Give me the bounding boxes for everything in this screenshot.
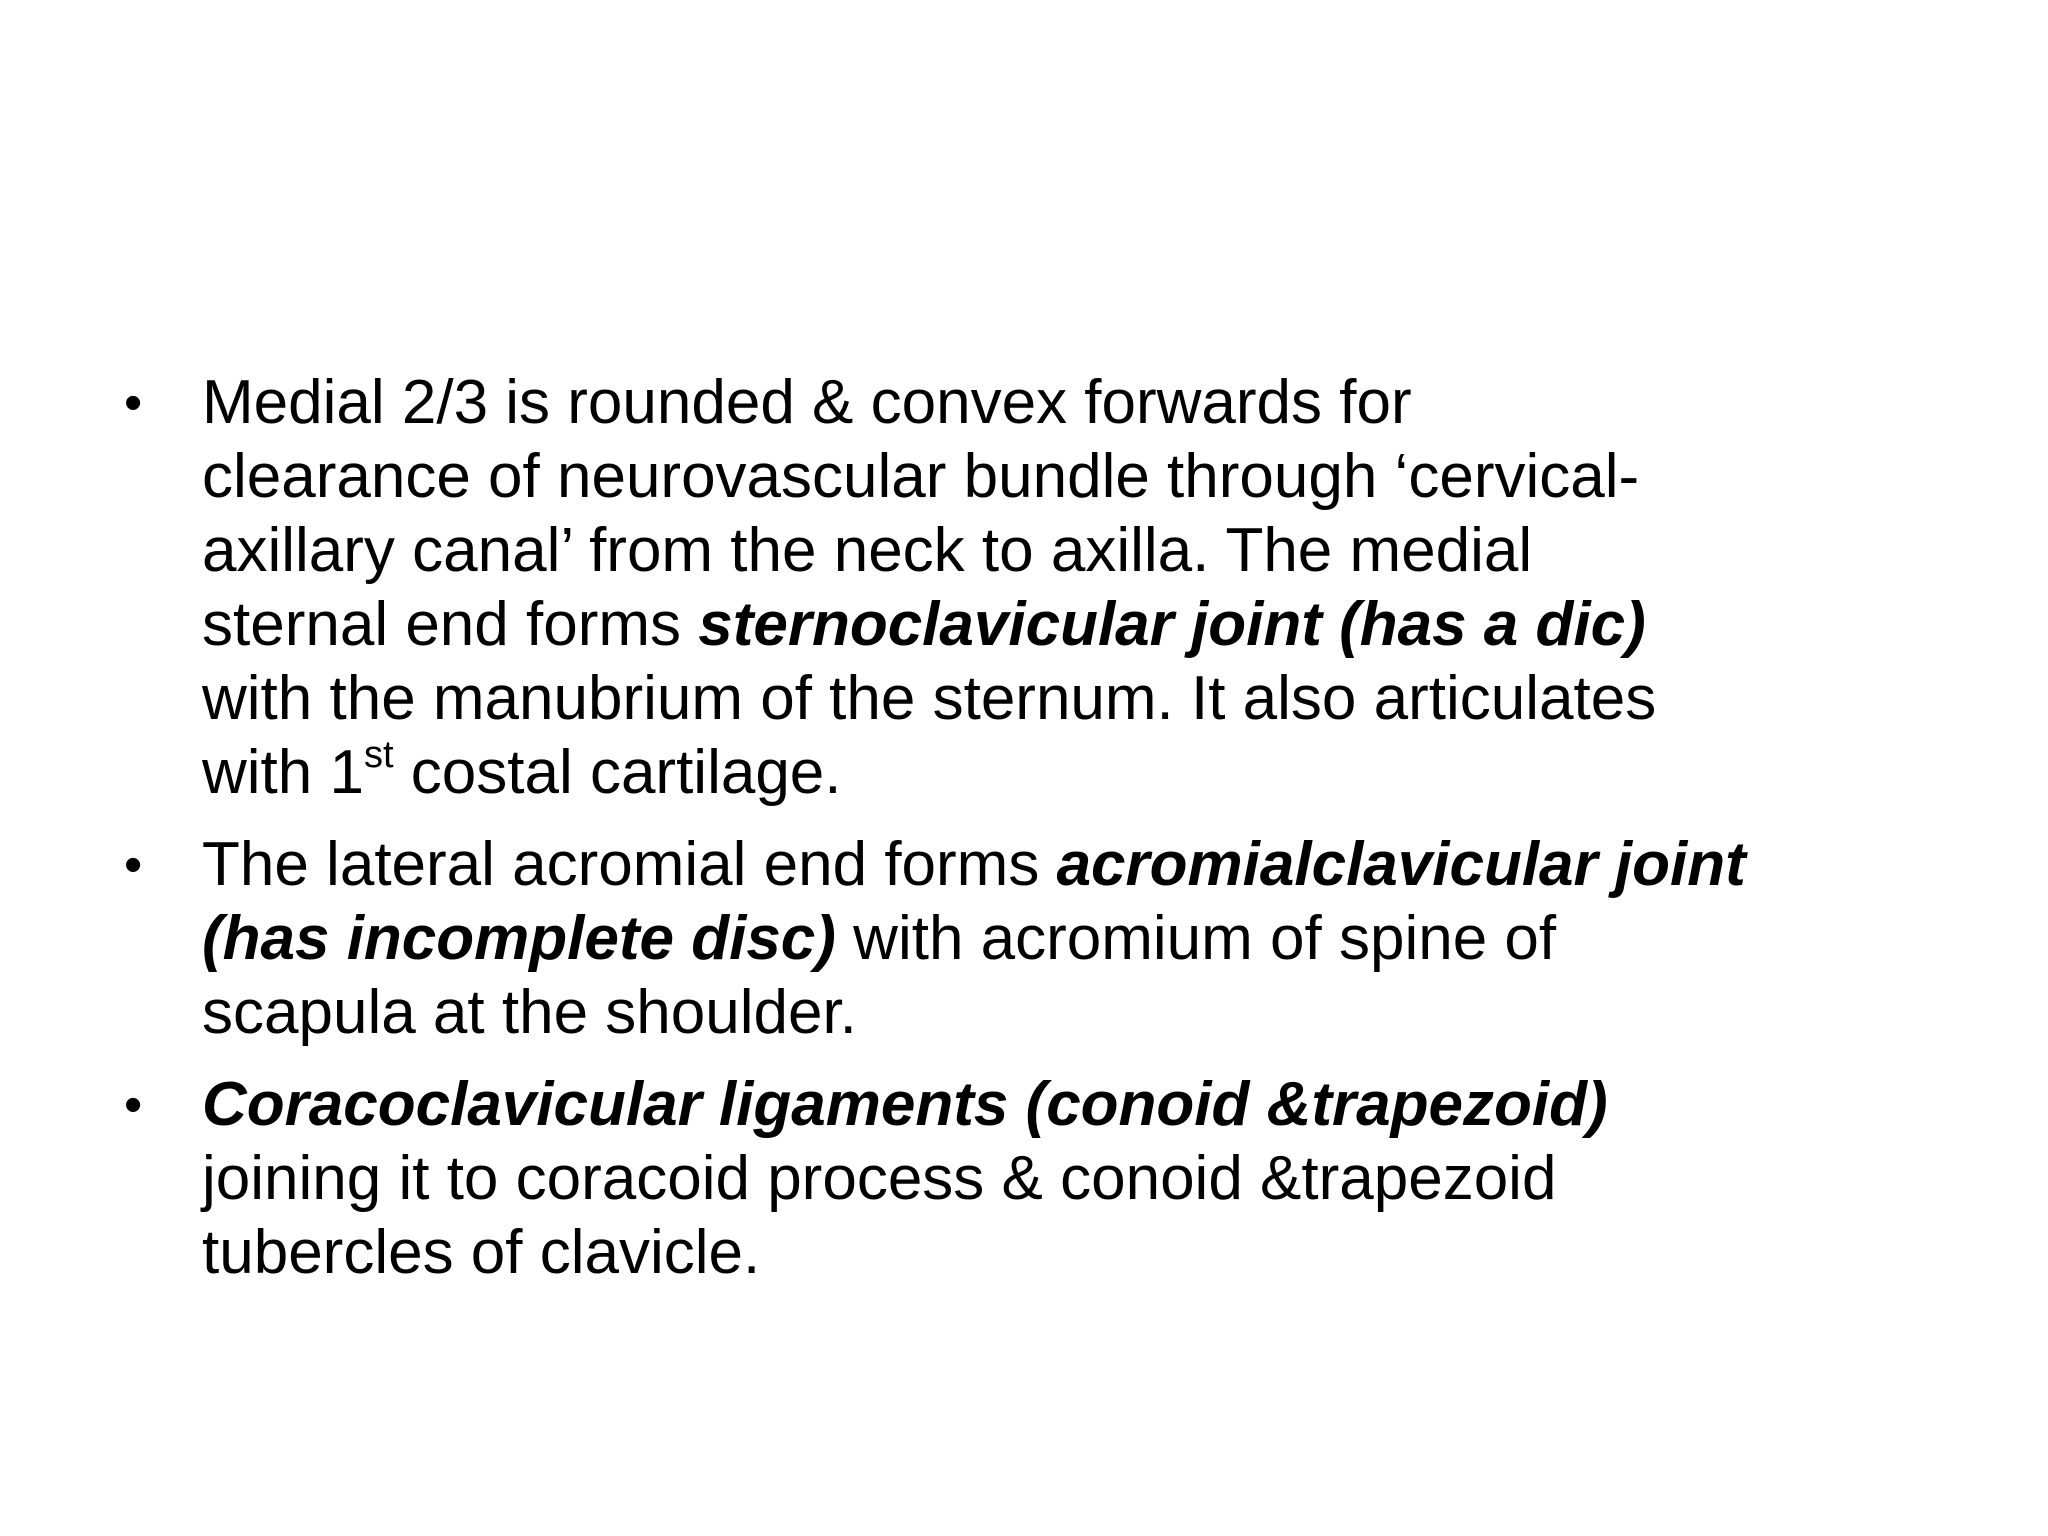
bullet-3-line-2: joining it to coracoid process & conoid &trapezoid [202, 1144, 1557, 1213]
bullet-2-line-1 [202, 828, 1960, 902]
bullet-1-line-1: Medial 2/3 is rounded & convex forwards for [202, 368, 1412, 437]
bullet-item-medial [120, 366, 1960, 810]
bullet-dot-icon: • [124, 374, 143, 432]
bullet-2-line-3: scapula at the shoulder. [202, 978, 857, 1047]
bullet-1-line-2: clearance of neurovascular bundle through ‘cervical- [202, 442, 1640, 511]
bullet-item-coracoclavicular [120, 1068, 1960, 1290]
bullet-item-lateral [120, 828, 1960, 1050]
bullet-1-line-6-pre: with 1 [202, 738, 364, 807]
ordinal-superscript: st [363, 734, 394, 777]
bullet-1-line-4-text: sternal end forms [202, 590, 699, 659]
bullet-dot-icon: • [124, 1076, 143, 1134]
acromialclavicular-joint-term: acromialclavicular joint [1056, 830, 1746, 899]
bullet-2-line-1-pre: The lateral acromial end forms [202, 830, 1057, 899]
bullet-2-line-2 [202, 902, 1960, 976]
bullet-1-line-3: axillary canal’ from the neck to axilla. The medial [202, 516, 1533, 585]
bullet-1-line-4 [202, 588, 1960, 662]
coracoclavicular-ligaments-term: Coracoclavicular ligaments (conoid &trapezoid) [202, 1070, 1608, 1139]
incomplete-disc-term: (has incomplete disc) [202, 904, 836, 973]
bullet-1-line-6 [202, 736, 1960, 810]
bullet-dot-icon: • [124, 836, 143, 894]
bullet-1-line-5: with the manubrium of the sternum. It also articulates [202, 664, 1657, 733]
bullet-2-line-2-post: with acromium of spine of [835, 904, 1557, 973]
bullet-1-line-6-post: costal cartilage. [393, 738, 842, 807]
sternoclavicular-joint-term: sternoclavicular joint (has a dic) [698, 590, 1646, 659]
bullet-3-line-3: tubercles of clavicle. [202, 1218, 761, 1287]
bullet-list [120, 366, 1960, 1308]
